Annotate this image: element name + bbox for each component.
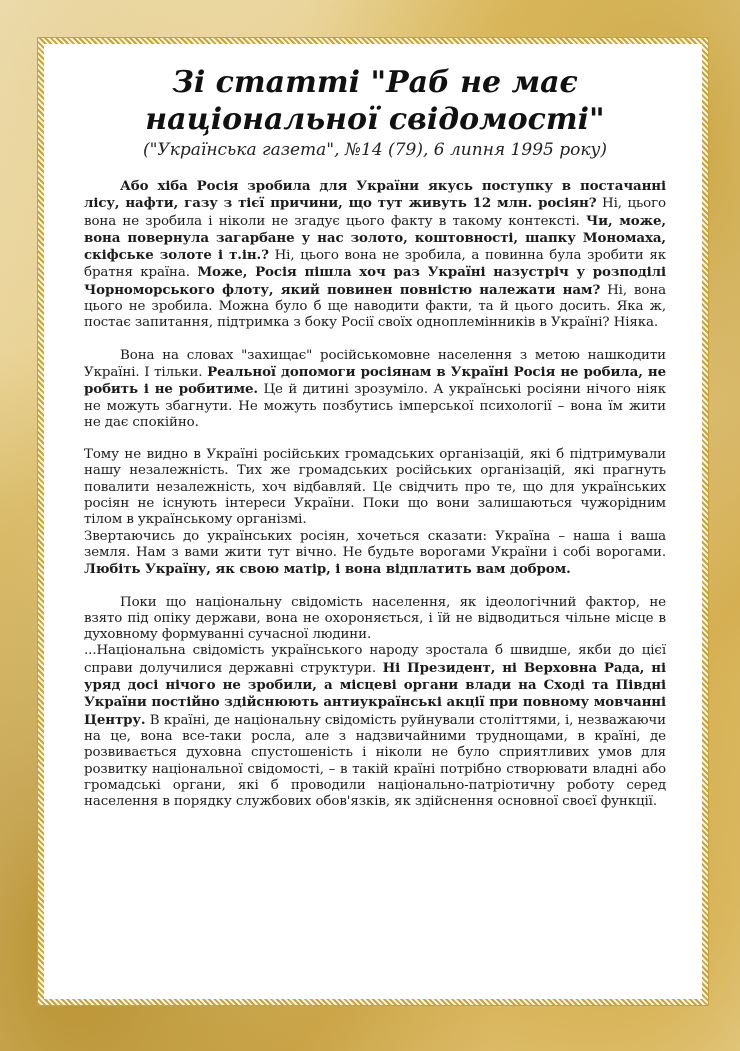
- bold-text-run: Чи, може, вона повернула загарбане у нас золото, коштовності, шапку Мономаха, скіфське золоте і т.ін.?: [84, 212, 666, 264]
- text-run: ...Національна свідомість українського народу зростала б швидше, якби до цієї справи долучилися державні структури.: [84, 643, 666, 676]
- paragraph-3: [84, 447, 666, 528]
- article-frame: [38, 38, 708, 1005]
- paragraph-4: [84, 529, 666, 579]
- bold-text-run: Ні Президент, ні Верховна Рада, ні уряд досі нічого не зробили, а місцеві органи влади на Сході та Півдні України постійно здійснюють антиукраїнські акції при повному мовчанні Центру.: [84, 659, 666, 728]
- paragraph-2: [84, 348, 666, 431]
- text-run: Звертаючись до українських росіян, хочеться сказати: Україна – наша і ваша земля. Нам з вами жити тут вічно. Не будьте ворогами України і собі ворогами.: [84, 528, 666, 560]
- article-content: [84, 64, 666, 810]
- paragraph-5: [84, 595, 666, 644]
- spacer: [84, 332, 666, 348]
- text-run: Ні, цього вона не зробила, а повинна була зробити як братня країна.: [84, 248, 666, 281]
- text-run: В країні, де національну свідомість руйнували століттями, і, незважаючи на це, вона все-таки росла, але з надзвичайними труднощами, в країні, де розвивається духовна спустошеність і ніколи не було сприятливих умов для розвитку національної свідомості, – в такій країні потрібно створювати владні або громадські органи, які б проводили національно-патріотичну роботу серед населення в порядку службових обов'язків, як здійснення основної своєї функції.: [84, 712, 666, 810]
- article-source: ("Українська газета", №14 (79), 6 липня 1995 року): [142, 140, 607, 160]
- bold-text-run: Любіть Україну, як свою матір, і вона відплатить вам добром.: [84, 561, 571, 578]
- text-run: Ні, цього вона не зробила і ніколи не згадує цього факту в такому контексті.: [84, 196, 666, 229]
- spacer: [84, 431, 666, 447]
- text-run: Це й дитині зрозуміло. А українські росіяни нічого ніяк не можуть збагнути. Не можуть позбутись імперської психології – вона їм жити не дає спокійно.: [84, 382, 666, 430]
- text-run: Поки що національну свідомість населення, як ідеологічний фактор, не взято під опіку держави, вона не охороняється, і їй не відводиться чільне місце в духовному формуванні сучасної людини.: [84, 594, 666, 643]
- bold-text-run: Реальної допомоги росіянам в Україні Росія не робила, не робить і не робитиме.: [84, 363, 666, 398]
- bold-text-run: Може, Росія пішла хоч раз Україні назустріч у розподілі Чорноморського флоту, який повинен повністю належати нам?: [84, 264, 666, 298]
- article-title: Зі статті "Раб не має національної свідомості": [145, 65, 605, 137]
- bold-text-run: Або хіба Росія зробила для України якусь поступку в постачанні лісу, нафти, газу з тієї причини, що тут живуть 12 млн. росіян?: [84, 178, 666, 212]
- text-run: Тому не видно в Україні російських громадських організацій, які б підтримували нашу незалежність. Тих же громадських російських організацій, які прагнуть повалити незалежність, хоч відбавляй. Це свідчить про те, що для українських росіян не існують інтереси України. Поки що вони залишаються чужорідним тілом в українському організмі.: [84, 447, 666, 528]
- paragraph-1: [84, 178, 666, 332]
- spacer: [84, 579, 666, 595]
- text-run: Вона на словах "захищає" російськомовне населення з метою нашкодити Україні. І тільки.: [84, 347, 666, 380]
- text-run: Ні, вона цього не зробила. Можна було б ще наводити факти, та й цього досить. Яка ж, постає запитання, підтримка з боку Росії своїх одноплемінників в Україні? Ніяка.: [84, 282, 667, 331]
- paragraph-6: [84, 643, 666, 810]
